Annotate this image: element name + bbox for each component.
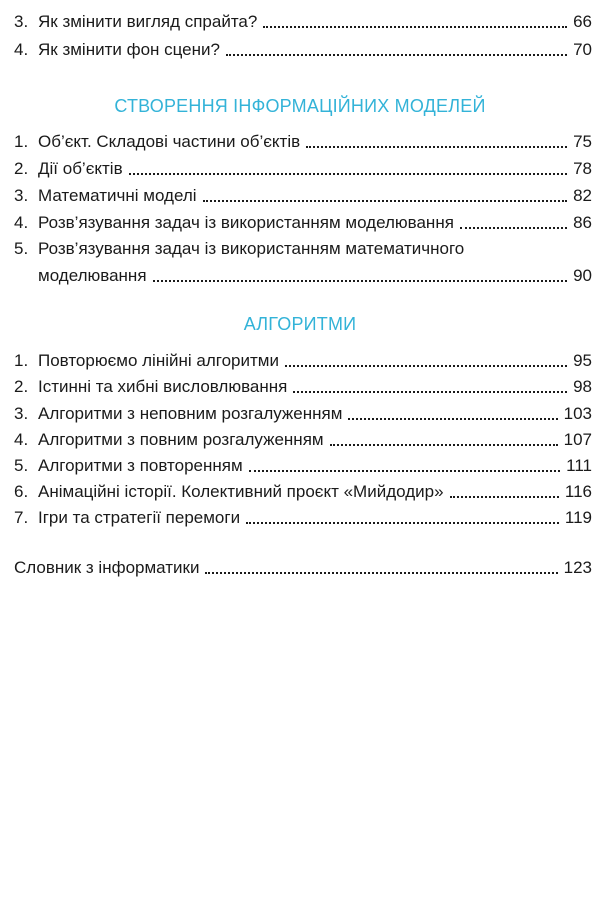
- entry-number: 2.: [14, 377, 29, 396]
- entry-title: Розв’язування задач із використанням математичного: [38, 239, 465, 258]
- toc-entry[interactable]: [14, 424, 592, 450]
- dot-leader: [246, 522, 559, 524]
- entry-title: Як змінити фон сцени?: [38, 40, 220, 59]
- entry-page: 82: [573, 186, 592, 205]
- entry-number: 1.: [14, 351, 29, 370]
- dot-leader: [249, 470, 561, 472]
- entry-title: Як змінити вигляд спрайта?: [38, 12, 258, 31]
- toc-entry[interactable]: [14, 345, 592, 371]
- toc-entry[interactable]: [14, 502, 592, 528]
- toc-entry[interactable]: [14, 371, 592, 397]
- toc-entry[interactable]: [14, 153, 592, 179]
- dot-leader: [203, 200, 568, 202]
- entry-number: 4.: [14, 213, 29, 232]
- toc-entry[interactable]: [14, 6, 592, 32]
- entry-page: 103: [563, 404, 592, 423]
- dot-leader: [285, 365, 567, 367]
- toc-entry-glossary[interactable]: [14, 552, 592, 578]
- dot-leader: [263, 26, 567, 28]
- entry-number: 6.: [14, 482, 29, 501]
- toc-entry[interactable]: [14, 126, 592, 152]
- entry-title: Анімаційні історії. Колективний проєкт «Мийдодир»: [38, 482, 444, 501]
- entry-page: 111: [566, 456, 592, 475]
- toc-entry[interactable]: [14, 233, 592, 259]
- entry-title: Словник з інформатики: [14, 558, 200, 577]
- entry-title: Алгоритми з повторенням: [38, 456, 243, 475]
- entry-title: Дії об’єктів: [38, 159, 123, 178]
- entry-number: 1.: [14, 132, 29, 151]
- entry-number: 3.: [14, 12, 29, 31]
- entry-page: 107: [563, 430, 592, 449]
- dot-leader: [205, 572, 557, 574]
- toc-entry[interactable]: [14, 180, 592, 206]
- entry-title-continuation: моделювання: [38, 266, 147, 285]
- toc-entry[interactable]: [14, 450, 592, 476]
- entry-page: 116: [564, 482, 592, 501]
- entry-title: Розв’язування задач із використанням моделювання: [38, 213, 454, 232]
- section-heading-models: СТВОРЕННЯ ІНФОРМАЦІЙНИХ МОДЕЛЕЙ: [114, 96, 486, 116]
- dot-leader: [348, 418, 557, 420]
- entry-title: Повторюємо лінійні алгоритми: [38, 351, 279, 370]
- entry-title: Алгоритми з неповним розгалуженням: [38, 404, 343, 423]
- entry-number: 2.: [14, 159, 29, 178]
- entry-number: 5.: [14, 456, 29, 475]
- dot-leader: [226, 54, 567, 56]
- section-heading-algorithms: АЛГОРИТМИ: [243, 314, 357, 334]
- entry-title: Ігри та стратегії перемоги: [38, 508, 241, 527]
- entry-page: 98: [573, 377, 592, 396]
- toc-entry[interactable]: [14, 207, 592, 233]
- entry-page: 95: [573, 351, 592, 370]
- entry-number: 3.: [14, 186, 29, 205]
- entry-page: 86: [573, 213, 592, 232]
- entry-title: Об’єкт. Складові частини об’єктів: [38, 132, 301, 151]
- dot-leader: [450, 496, 559, 498]
- entry-title: Алгоритми з повним розгалуженням: [38, 430, 324, 449]
- entry-number: 4.: [14, 430, 29, 449]
- toc-entry[interactable]: [14, 34, 592, 60]
- toc-entry-continuation[interactable]: [38, 260, 592, 286]
- entry-page: 78: [573, 159, 592, 178]
- entry-title: Математичні моделі: [38, 186, 197, 205]
- entry-number: 4.: [14, 40, 29, 59]
- dot-leader: [460, 227, 567, 229]
- dot-leader: [330, 444, 558, 446]
- entry-number: 5.: [14, 239, 29, 258]
- toc-entry[interactable]: [14, 398, 592, 424]
- entry-page: 90: [573, 266, 592, 285]
- entry-page: 70: [573, 40, 592, 59]
- dot-leader: [153, 280, 568, 282]
- entry-number: 7.: [14, 508, 29, 527]
- toc-entry[interactable]: [14, 476, 592, 502]
- dot-leader: [306, 146, 567, 148]
- dot-leader: [293, 391, 567, 393]
- entry-title: Істинні та хибні висловлювання: [38, 377, 288, 396]
- entry-page: 75: [573, 132, 592, 151]
- entry-number: 3.: [14, 404, 29, 423]
- dot-leader: [129, 173, 567, 175]
- entry-page: 66: [573, 12, 592, 31]
- entry-page: 119: [564, 508, 592, 527]
- entry-page: 123: [563, 558, 592, 577]
